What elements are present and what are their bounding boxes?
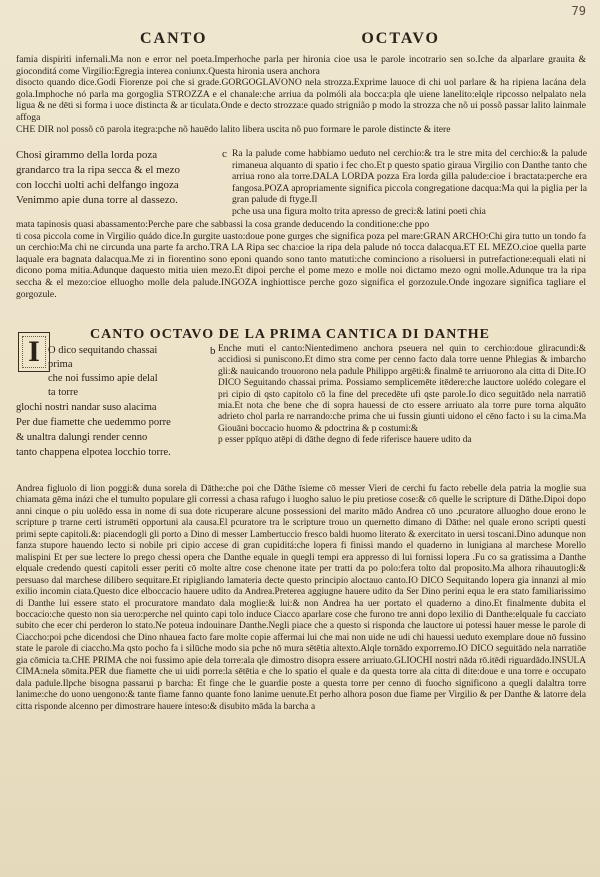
- verse-stanza-c: [16, 400, 206, 460]
- gloss-b-para: p esser ppīquo atēpi di dāthe degno di fede riferisce hauere udito da: [218, 435, 472, 446]
- verse-line: tanto chappena elpotea locchio torre.: [16, 447, 171, 458]
- section-title: CANTO OCTAVO DE LA PRIMA CANTICA DI DANTHE: [90, 327, 490, 342]
- gloss-marker-b: b: [210, 345, 216, 357]
- verse-stanza-b: [48, 344, 208, 400]
- gloss-b: [218, 344, 586, 447]
- verse-line: Per due fiamette che uedemmo porre: [16, 417, 171, 428]
- commentary-middle-para: ti cosa piccola come in Virgilio quádo dice.In gurgite uasto:doue pone gurges che significa poza pel mare:GRAN ARCHO:Chi gira tutto un tondo fa un cerchio:Ma chi ne circunda una parte fa archo.TRA LA Ripa sec cha:cioe la ripa dela palude nó tocca dalacqua.ET EL MEZO.cioe quella parte laquale era bagnata dalacqua.Me zi in fiorentino sono eponi quando sono tanto matuti:che cominciono a risoluersi in putrefactione:equali elati ni dicono poma mitia.Adunque daquesto mitia uien mezo.Et dipoi perche el pome mezo e molle noi dictamo mezo ogni molle.Adunque tra la ripa seccha & el mezo:cioe elluogho molle dela palude.INGOZA inghiottisce perche gozo significa el gorzozule.Onde ingozare significa tagliare el gorgozule.: [16, 230, 586, 300]
- verse-line: prima: [48, 359, 73, 370]
- commentary-top: [16, 54, 586, 135]
- gloss-a-para: pche usa una figura molto trita apresso de greci:& latini poeti chia: [232, 205, 486, 217]
- commentary-top-para: CHE DIR nol possõ cō parola itegra:pche nõ hauēdo lalito libera uscita nõ puo formare le parole distincte & itere: [16, 123, 451, 135]
- running-headline: [140, 30, 440, 48]
- gloss-marker-c: c: [222, 148, 227, 160]
- verse-line: con locchi uolti achi delfango ingoza: [16, 179, 179, 191]
- headline-right: OCTAVO: [361, 30, 440, 47]
- commentary-middle: [16, 219, 586, 300]
- headline-left: CANTO: [140, 30, 208, 47]
- verse-line: ta torre: [48, 387, 79, 398]
- verse-line: glochi nostri nandar suso alacima: [16, 402, 157, 413]
- verse-line: & unaltra dalungi render cenno: [16, 432, 148, 443]
- commentary-top-para: disocto quando dice.Godi Fiorenze poi che si grade.GORGOGLAVONO nela strozza.Exprime lauoce di chi uol parlare & ha ripiena lacána dela gola.Imphoche nó parla ma gorgoglia STROZZA e el chanale:che arriua da polmóli ala bocca:pla qle uiene lanelito:elqle ripcosso nelpalato nela ligua & ne dēti si forma i uoce distincta & ar ticulata.Onde e decto strozza:e quado strignião p modo la strozza che nõ ui possõ passar lalito lainmale affoga: [16, 77, 586, 123]
- gloss-a: [232, 148, 587, 218]
- decorated-initial-letter: I: [28, 335, 40, 368]
- verse-line: O dico sequitando chassai: [48, 345, 158, 356]
- commentary-bottom: [16, 484, 586, 713]
- verse-line: grandarco tra la ripa secca & el mezo: [16, 164, 180, 176]
- verse-line: Venimmo apie duna torre al dassezo.: [16, 194, 178, 206]
- commentary-middle-para: mata tapinosis quasi abassamento:Perche pare che sabbassi la cosa grande deducendo la conditione:che ppo: [16, 219, 430, 230]
- verse-stanza-a: [16, 148, 216, 208]
- commentary-bottom-para: Andrea figluolo di lion poggi:& duna sorela di Dāthe:che poi che Dāthe īsieme cō messer Vieri de cerchi fu facto rebelle dela patria la moglie sua chiamata gēma inázi che el tumulto populare gli corressi a chasa rafugo i luogho saluo le piu pretiose cose:& cō quelle le scripture di Dāthe.Dipoi dopo anni cinque o piu uolēdo essa in nome di sua dote ricuperare alcune possessioni del marito mādo Andrea cō uno .pcuratore alluogho doue erono le scripture p trarne certi istrumēti opportuni ala causa.El pcuratore tra le scripture trouo un quernetto dimano di Dāthe: nel quale erono scripti questi primi septe capitoli.&: piacendogli gli porto a Dino di messer Lambertuccio fresco baldi huomo literato & exercitato in uersi toscani.Dino adunque non fanza stupore hauendo lecto si nobile pri cipio accese di gran cupiditá:che lopera fi finissi mando el quaderno in lunigiana al marchese Morello malispini Et per sue lectere lo prego chessi opera che Danthe equale in quegli tempi era appresso di lui fornissi lopera .Fu co sa gratissima a Danthe elquale credendo questi capitoli esser periti cō molte altre cose chenone itate per tratti da po polo:fera tolto dal proposito.Ma alhora rihauutogli:& persuaso dal marchese dilibero sequitare.Et ripigliando lamateria decte questo principio aloctauo canto.IO DICO Sequitando lopera gia innanzi al mio exilio incomin ciata.Questo dice elboccacio hauere udito da Andrea.Preterea aggiugne hauere udito da Ser Dino perini equa le era stato familiarissimo di Danthe lui essere stato el procuratore mandato dala moglie:& lui:& non Andrea ha uer portato el quaderno a dino.Et finalmente dubita el boccacio:che questo non sia uero:perche nel quinto capi tolo induce Ciacco aparlare cose che furono tre anni dopo lexilio di Danthe:elquale fu cacciato subito che ecer chi perderon lo stato.Ne poteua indouinare Danthe.Negli piace che a questo si risponda che lauctore ui potessi hauer messe le parole di Ciaccho:poi pche dicendosi che Dino nhauea facto fare molte copie affermai lui che mai non uide ne udi chi hauessi ueduto exemplare doue nō fussino state le parole di ciaccho.Ma qsto pocho fa i silūche modo sia pche nō mura sētētia altexto.Alqle tornādo exporremo.IO DICO seguitādo nela narratiōe gia cōmicia ta.CHE PRIMA che noi fussimo apie dela torre:ala qle dimostro disopra essere arriuato.GLIOCHI nostri nāda rō.itēdi riguardādo.INSULA CIMA:nela sōmita.PER due fiamette che ui uidi porre:la sētētia e che lo spatio el quale e da questa torre ala citta di dite:doue e una torre e occupato dala padule.Ilpche bisogna passarui p barcha: Et finge che le guardie poste a questa torre per cenno di fuocho significono a quegli dalaltra torre lanime:che do uono uengono:& tante fiame fanno quante fono lanime uenute.Et perho alhora poson due fiame per Virgilio & per Danthe & latorre dela citta risponde alcenno per dimostrare hauere inteso:& disubito māda la barcha a: [16, 484, 586, 712]
- gloss-a-para: Ra la palude come habbiamo ueduto nel cerchio:& tra le stre mita del cerchio:& la palude rimaneua alquanto di spatio i fec cho.Et p questo spatio giraua Virgilio con Danthe tanto che arriua rono ala torre.DALA LORDA pozza Era lorda gilla palude:cioe i bractata:perche era fangosa.POZA apropriamente significa piccola congregatione dacqua:Ma qui la piglia per la gran palude di ftyge.Il: [232, 148, 587, 206]
- verse-line: che noi fussimo apie delal: [48, 373, 158, 384]
- folio-number: 79: [571, 4, 586, 18]
- decorated-initial: [18, 332, 50, 372]
- gloss-b-para: Enche muti el canto:Nientedimeno anchora pseuera nel quin to cerchio:doue gliracundi:& accidiosi si puniscono.Et dimo stra come per cenno facto dala torre uenne Phlegias & imbarcho gli:& nauicando trouorono nela padule Philippo argēti:& finalmē te arriuorono ala citta di Dite.IO DICO Seguitando chassai prima. Possiamo semplicemēte itēdere:che lauctore uolédo colegare el pri cipio di qsto capitolo cō la fine del precedēte ufi qste parole.Io dico seguitādo nela narratiō mia.Et nota che bene che di sopra hauessi de cto essere arriuato ala torre pure torna alquāto adrieto chol parla re narrando:che prima che ui fussin giunti uidono el cēno facto i su la cima.Ma Giouāni boccacio huomo & pdoctrina & p costumi:&: [218, 344, 586, 434]
- commentary-top-para: famia dispiriti infernali.Ma non e error nel poeta.Imperhoche parla per hironia cioe usa le parole incotrario sen so.Iche da alparlare grauita & gioconditá come Virgilio:Egregia interea coniunx.Questa hironia usera anchora: [16, 54, 586, 77]
- verse-line: Chosi girammo della lorda poza: [16, 149, 158, 161]
